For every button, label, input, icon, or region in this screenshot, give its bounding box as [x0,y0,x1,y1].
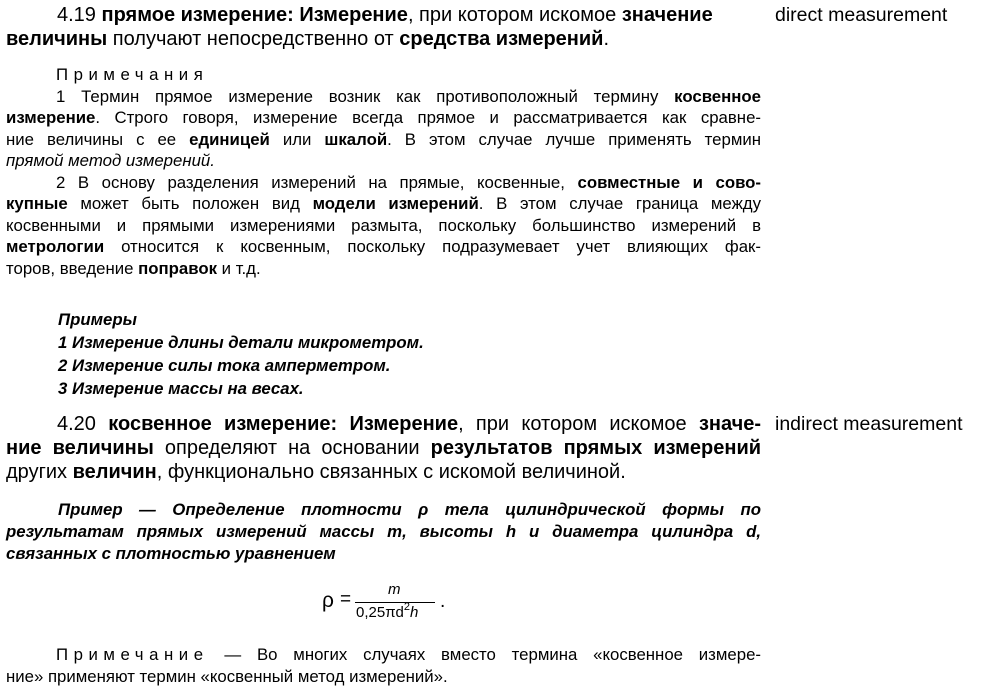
english-term: indirect measurement [775,413,963,435]
example-item: 1 Измерение длины детали микрометром. [58,333,424,352]
fraction-bar [355,602,435,603]
examples-4-19 [6,308,761,400]
formula-numerator: m [388,581,401,598]
term-name: прямое измерение: [101,4,294,26]
note-label: Примечание [56,645,209,664]
formula-equals: = [340,589,352,610]
note-4-20: Примечание — Во многих случаях вместо термина «косвенное измере- ние» применяют термин «косвенный метод измерений». [6,645,761,686]
example-4-20: Пример — Определение плотности ρ тела цилиндрической формы по результатам прямых измерений массы m, высоты h и диаметра цилиндра d, связанных с плотностью уравнением [6,500,761,563]
term-number: 4.20 [57,413,96,435]
formula-lhs: ρ [322,589,334,612]
notes-4-19: Примечания 1 Термин прямое измерение возник как противоположный термину косвенное измерение. Строго говоря, измерение всегда прямое и рассматривается как сравне- ние величины с ее единицей или шкалой. В этом случае лучше применять термин прямой метод измерений. 2 В основу разделения измерений на прямые, косвенные, совместные и сово- купные может быть положен вид модели измерений. В этом случае граница между косвенными и прямыми измерениями размыта, поскольку большинство измерений в метрологии относится к косвенным, поскольку подразумевает учет влияющих фак- торов, введение поправок и т.д. [6,65,761,278]
term-number: 4.19 [57,4,96,26]
formula-denominator: $0,25\pi d^2h$ [356,601,419,621]
example-item: 3 Измерение массы на весах. [58,379,304,398]
examples-heading: Примеры [58,310,137,329]
term-4-19-definition: 4.19 прямое измерение: Измерение, при котором искомое значение величины получают непосредственно от средства измерений. [6,4,713,50]
english-term: direct measurement [775,4,948,26]
term-4-20-definition: 4.20 косвенное измерение: Измерение, при котором искомое значе- ние величины определяют на основании результатов прямых измерений других величин, функционально связанных с искомой величиной. [6,413,762,483]
notes-heading: Примечания [56,65,209,84]
example-item: 2 Измерение силы тока амперметром. [58,356,391,375]
term-name: косвенное измерение: [108,413,338,435]
formula-period: . [440,591,446,612]
